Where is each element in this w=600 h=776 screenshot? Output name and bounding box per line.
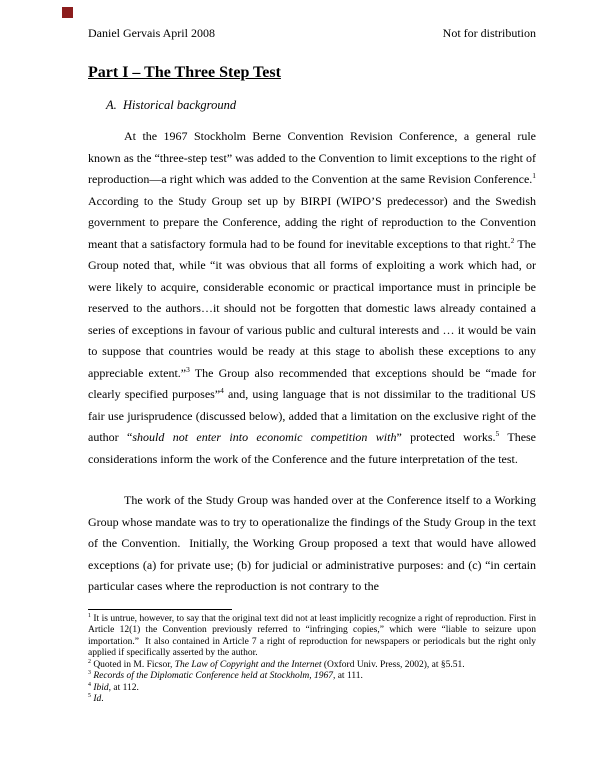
- footnote-ref: 2: [88, 658, 91, 665]
- paragraph-historical-background-2: [88, 490, 536, 598]
- footnote-5: [88, 694, 536, 706]
- text-run: Ibid: [93, 682, 109, 693]
- footnote-ref: 1: [88, 612, 91, 619]
- paragraph-historical-background-1: [88, 126, 536, 470]
- text-run: .: [101, 694, 104, 704]
- text-run: These considerations inform the work of the Conference and the future interpretation of the test.: [88, 430, 537, 466]
- footnote-separator-rule: [88, 609, 232, 610]
- text-run: The Law of Copyright and the Internet: [174, 659, 322, 670]
- author-date-label: Daniel Gervais April 2008: [88, 26, 215, 40]
- text-run: ” protected works.: [396, 430, 496, 444]
- footnote-ref: 4: [220, 386, 224, 395]
- footnotes-section: [88, 609, 536, 706]
- footnote-ref: 3: [88, 669, 91, 676]
- footnote-3: [88, 671, 536, 683]
- text-run: and, using language that is not dissimilar to the traditional US fair use jurisprudence (discussed below), added that a limitation on the exclusive right of the author “: [88, 387, 536, 444]
- comment-marker: [62, 7, 73, 18]
- footnote-ref: 4: [88, 681, 91, 688]
- footnote-ref: 3: [186, 364, 190, 374]
- text-run: , at 112.: [108, 682, 139, 693]
- section-heading: A. Historical background: [106, 98, 237, 112]
- footnote-ref: 5: [88, 692, 91, 699]
- text-run: Quoted in M. Ficsor,: [90, 659, 175, 670]
- footnote-4: [88, 683, 536, 695]
- text-run: at 111.: [335, 671, 363, 681]
- page-header: [88, 26, 536, 41]
- footnote-2: [88, 660, 536, 672]
- text-run: According to the Study Group set up by BIRPI (WIPO’S predecessor) and the Swedish government to prepare the Conference, adding the right of reproduction to the Convention meant that a satisfactory formula had to be found for inevitable exceptions to that right.: [88, 193, 536, 251]
- footnote-1: [88, 614, 536, 660]
- footnote-ref: 1: [532, 171, 536, 180]
- text-run: Records of the Diplomatic Conference held at Stockholm, 1967,: [93, 671, 336, 681]
- text-run: The Group noted that, while “it was obvious that all forms of exploiting a work which had, or were likely to acquire, considerable economic or practical importance must in principle be reserved to the authors…it should not be forgotten that domestic laws already contained a series of exceptions in favour of various public and cultural interests and … it would be vain to suppose that countries would be ready at this stage to abolish these exceptions to any appreciable extent.”: [88, 236, 536, 380]
- footnote-ref: 2: [510, 235, 515, 245]
- text-run: should not enter into economic competition with: [132, 430, 397, 444]
- text-run: (Oxford Univ. Press, 2002), at §5.51.: [321, 659, 465, 670]
- text-run: Id: [93, 694, 102, 704]
- text-run: The work of the Study Group was handed over at the Conference itself to a Working Group whose mandate was to try to operationalize the findings of the Study Group in the text of the Convention. Initially, the Working Group proposed a text that would have allowed exceptions (a) for private use; (b) for judicial or administrative purposes: and (c) “in certain particular cases where the reproduction is not contrary to the: [88, 493, 536, 593]
- distribution-note: Not for distribution: [442, 26, 536, 40]
- text-run: It is untrue, however, to say that the original text did not at least implicitly recognize a right of reproduction. First in Article 12(1) the Convention previously referred to “infringing copies,” which were “liable to seizure upon importation.” It also contained in Article 7 a right of reproduction for newspapers or periodicals but the right only applied if specifically asserted by the author.: [88, 613, 536, 658]
- text-run: At the 1967 Stockholm Berne Convention Revision Conference, a general rule known as the “three-step test” was added to the Convention to limit exceptions to the right of reproduction—a right which was added to the Convention at the same Revision Conference.: [88, 129, 536, 186]
- page-title: Part I – The Three Step Test: [88, 64, 281, 81]
- text-run: The Group also recommended that exceptions should be “made for clearly specified purposes”: [88, 365, 536, 401]
- footnote-ref: 5: [495, 429, 500, 438]
